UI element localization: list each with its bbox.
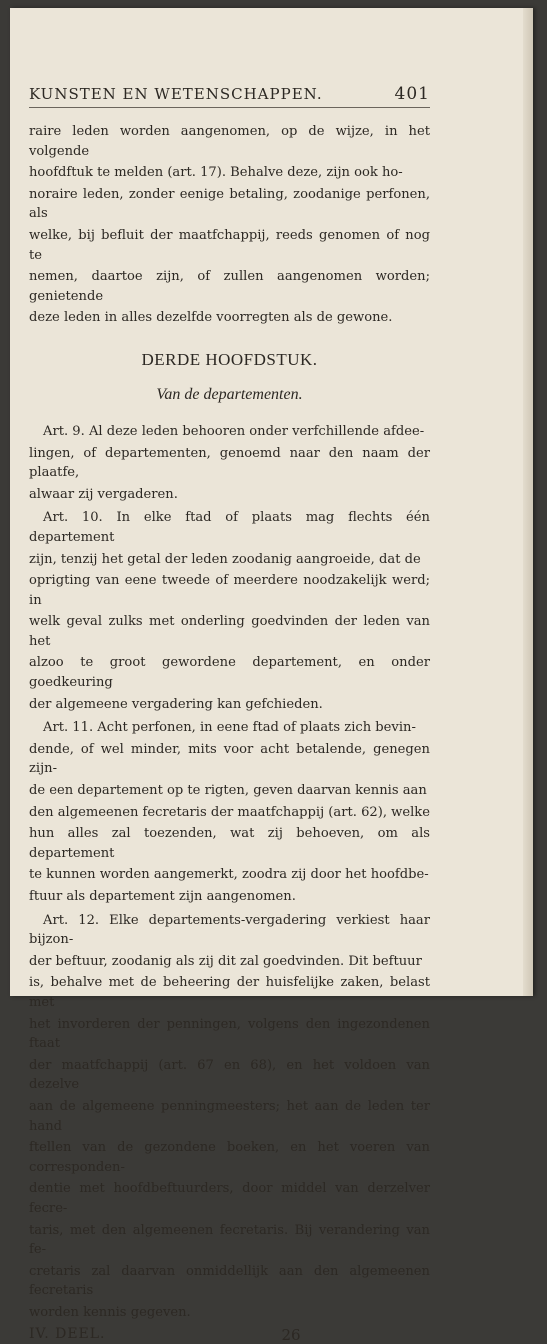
text-line: te kunnen worden aangemerkt, zoodra zij door het hoofdbe-: [29, 867, 429, 883]
text-line: Art. 12. Elke departements-vergadering verkiest haar bijzon-: [29, 912, 430, 948]
text-line: taris, met den algemeenen fecretaris. Bij verandering van fe-: [29, 1222, 430, 1258]
text-line: ftellen van de gezondene boeken, en het voeren van corresponden-: [29, 1140, 430, 1175]
text-line: alzoo te groot gewordene departement, en onder goedkeuring: [29, 655, 430, 691]
section-title: Van de departementen.: [156, 385, 303, 403]
text-line: welk geval zulks met onderling goedvinden der leden van het: [29, 614, 430, 649]
text-line: noraire leden, zonder eenige betaling, zoodanige perfonen, als: [29, 186, 430, 222]
text-line: der maatfchappij (art. 67 en 68), en het voldoen van dezelve: [29, 1057, 430, 1093]
text-line: hoofdftuk te melden (art. 17). Behalve deze, zijn ook ho-: [29, 165, 403, 181]
text-line: der beftuur, zoodanig als zij dit zal goedvinden. Dit beftuur: [29, 953, 422, 969]
text-line: de een departement op te rigten, geven daarvan kennis aan: [29, 783, 427, 799]
page-edge: [523, 8, 533, 996]
text-line: Art. 11. Acht perfonen, in eene ftad of plaats zich bevin-: [43, 720, 416, 736]
text-line: nemen, daartoe zijn, of zullen aangenomen worden; genietende: [29, 269, 430, 304]
text-line: alwaar zij vergaderen.: [29, 486, 178, 502]
text-line: oprigting van eene tweede of meerdere noodzakelijk werd; in: [29, 573, 430, 608]
text-line: is, behalve met de beheering der huisfelijke zaken, belast met: [29, 975, 430, 1010]
signature-mark: 26: [281, 1326, 301, 1344]
text-line: worden kennis gegeven.: [29, 1304, 191, 1320]
article-9: [29, 422, 430, 504]
volume-label: IV. DEEL.: [29, 1326, 106, 1343]
text-line: het invorderen der penningen, volgens den ingezondenen ftaat: [29, 1016, 430, 1052]
text-line: deze leden in alles dezelfde voorregten als de gewone.: [29, 310, 393, 326]
text-line: lingen, of departementen, genoemd naar den naam der plaatfe,: [29, 445, 430, 481]
page-number: 401: [394, 84, 430, 104]
article-10: [29, 508, 430, 714]
article-11: [29, 718, 430, 906]
text-line: raire leden worden aangenomen, op de wijze, in het volgende: [29, 124, 430, 159]
page-content: [29, 84, 430, 1344]
text-line: aan de algemeene penningmeesters; het aan de leden ter hand: [29, 1098, 430, 1134]
running-title: KUNSTEN EN WETENSCHAPPEN.: [29, 85, 323, 103]
running-head: [29, 84, 430, 108]
text-line: zijn, tenzij het getal der leden zoodanig aangroeide, dat de: [29, 551, 421, 567]
text-line: cretaris zal daarvan onmiddellijk aan den algemeenen fecretaris: [29, 1263, 430, 1299]
text-line: Art. 9. Al deze leden behooren onder verfchillende afdee-: [43, 423, 425, 439]
page-footer: [29, 1326, 430, 1344]
text-line: hun alles zal toezenden, wat zij behoeven, om als departement: [29, 826, 430, 861]
chapter-title: DERDE HOOFDSTUK.: [141, 349, 318, 369]
text-line: dentie met hoofdbeftuurders, door middel van derzelver fecre-: [29, 1181, 430, 1216]
text-line: Art. 10. In elke ftad of plaats mag flechts één departement: [29, 510, 430, 545]
article-12: [29, 911, 430, 1323]
text-line: den algemeenen fecretaris der maatfchappij (art. 62), welke: [29, 804, 430, 820]
text-line: welke, bij befluit der maatfchappij, reeds genomen of nog te: [29, 227, 430, 263]
intro-paragraph: [29, 122, 430, 328]
text-line: ftuur als departement zijn aangenomen.: [29, 889, 296, 904]
text-line: der algemeene vergadering kan gefchieden.: [29, 696, 323, 712]
text-line: dende, of wel minder, mits voor acht betalende, genegen zijn-: [29, 741, 430, 777]
book-page: [10, 8, 533, 1344]
